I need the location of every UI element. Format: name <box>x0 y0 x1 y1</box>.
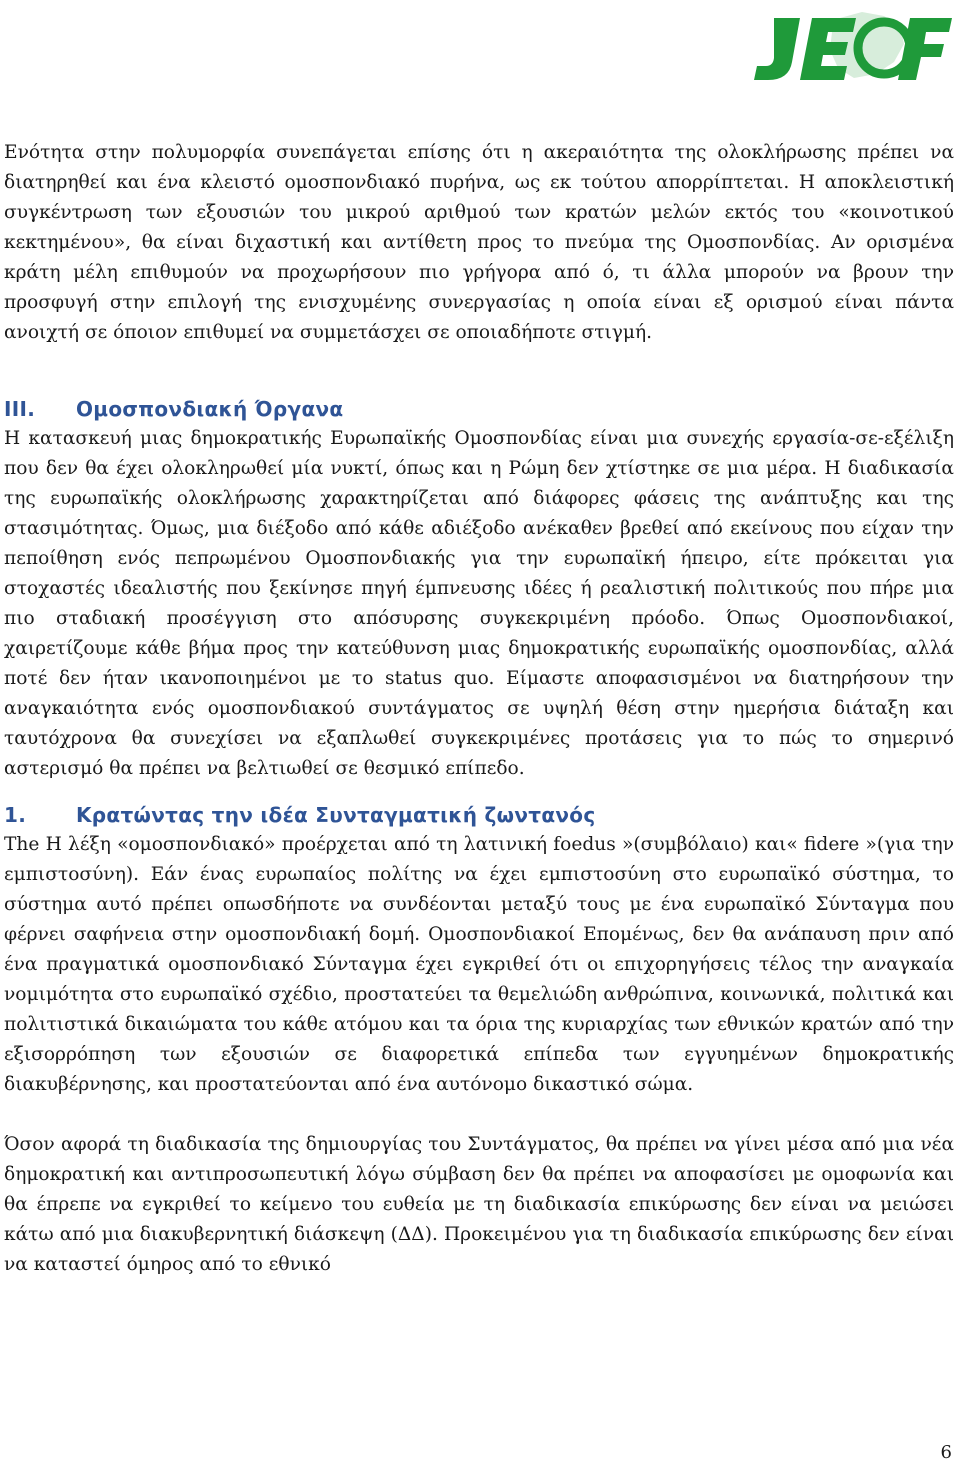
paragraph-constitution-process: Όσον αφορά τη διαδικασία της δημιουργίας του Συντάγματος, θα πρέπει να γίνει μέσα από μια νέα δημοκρατική και αντιπροσωπευτική λόγω σύμβαση δεν θα πρέπει να αποφασίσει με ομοφωνία και θα έπρεπε να εγκριθεί το κείμενο του ευθεία με τη διαδικασία επικύρωσης δεν είναι να μειώσει κάτω από μια διακυβερνητική διάσκεψη (ΔΔ). Προκειμένου για τη διαδικασία επικύρωσης δεν είναι να καταστεί όμηρος από το εθνικό <box>4 1134 954 1275</box>
heading-federal-institutions <box>4 394 954 424</box>
document-body <box>4 138 954 1280</box>
jef-logo <box>744 4 956 90</box>
heading-number: III. <box>4 397 36 421</box>
heading-number: 1. <box>4 803 27 827</box>
paragraph-intro: Ενότητα στην πολυμορφία συνεπάγεται επίσης ότι η ακεραιότητα της ολοκλήρωσης πρέπει να διατηρηθεί και ένα κλειστό ομοσπονδιακό πυρήνα, ως εκ τούτου απορρίπτεται. Η αποκλειστική συγκέντρωση των εξουσιών του μικρού αριθμού των κρατών μελών εκτός του «κοινοτικού κεκτημένου», θα είναι διχαστική και αντίθετη προς το πνεύμα της Ομοσπονδίας. Αν ορισμένα κράτη μέλη επιθυμούν να προχωρήσουν πιο γρήγορα από ό, τι άλλα μπορούν να βρουν την προσφυγή στην επιλογή της ενισχυμένης συνεργασίας η οποία είναι εξ ορισμού είναι πάντα ανοιχτή σε όποιον επιθυμεί να συμμετάσχει σε οποιαδήποτε στιγμή. <box>4 142 954 343</box>
heading-title: Ομοσπονδιακή Όργανα <box>76 397 344 421</box>
heading-constitution-idea <box>4 800 954 830</box>
paragraph-federation-construction: Η κατασκευή μιας δημοκρατικής Ευρωπαϊκής Ομοσπονδίας είναι μια συνεχής εργασία-σε-εξέλιξη που δεν θα έχει ολοκληρωθεί μία νυκτί, όπως και η Ρώμη δεν χτίστηκε σε μια μέρα. Η διαδικασία της ευρωπαϊκής ολοκλήρωσης χαρακτηρίζεται από διάφορες φάσεις της ανάπτυξης και της στασιμότητας. Όμως, μια διέξοδο από κάθε αδιέξοδο ανέκαθεν βρεθεί από εκείνους που είχαν την πεποίθηση ενός πεπρωμένου Ομοσπονδιακής για την ευρωπαϊκή ήπειρο, είτε πρόκειται για στοχαστές ιδεαλιστής που ξεκίνησε πηγή έμπνευσης ιδέες ή ρεαλιστική πολιτικούς που πήρε μια πιο σταδιακή προσέγγιση στο απόσυρσης συγκεκριμένη πρόοδο. Όπως Ομοσπονδιακοί, χαιρετίζουμε κάθε βήμα προς την κατεύθυνση μιας δημοκρατικής ευρωπαϊκής ομοσπονδίας, αλλά ποτέ δεν ήταν ικανοποιημένοι με το status quo. Είμαστε αποφασισμένοι να διατηρήσουν την αναγκαιότητα ενός ομοσπονδιακού συντάγματος σε υψηλή θέση στην ημερήσια διάταξη και ταυτόχρονα θα συνεχίσει να εξαπλωθεί συγκεκριμένες προτάσεις για το πώς το σημερινό αστερισμό θα πρέπει να βελτιωθεί σε θεσμικό επίπεδο. <box>4 428 954 779</box>
heading-title: Κρατώντας την ιδέα Συνταγματική ζωντανός <box>76 803 596 827</box>
paragraph-federal-word: The Η λέξη «ομοσπονδιακό» προέρχεται από τη λατινική foedus »(συμβόλαιο) και« fidere »(για την εμπιστοσύνη). Εάν ένας ευρωπαίος πολίτης να έχει εμπιστοσύνη στο ευρωπαϊκό σύστημα, το σύστημα αυτό πρέπει οπωσδήποτε να συνδέονται μεταξύ τους με ένα ευρωπαϊκό Σύνταγμα που φέρνει σαφήνεια στην ομοσπονδιακή δομή. Ομοσπονδιακοί Επομένως, δεν θα ανάπαυση πριν από ένα πραγματικά ομοσπονδιακό Σύνταγμα έχει εγκριθεί ότι οι επιχορηγήσεις τέλος την αναγκαία νομιμότητα στο ευρωπαϊκό σχέδιο, προστατεύει τα θεμελιώδη ανθρώπινα, κοινωνικά, πολιτικά και πολιτιστικά δικαιώματα του κάθε ατόμου και τα όρια της κυριαρχίας των εθνικών κρατών από την εξισορρόπηση των εξουσιών σε διαφορετικά επίπεδα των εγγυημένων δημοκρατικής διακυβέρνησης, και προστατεύονται από ένα αυτόνομο δικαστικό σώμα. <box>4 834 954 1095</box>
jef-logo-graphic <box>744 4 956 90</box>
page-number: 6 <box>940 1442 952 1463</box>
